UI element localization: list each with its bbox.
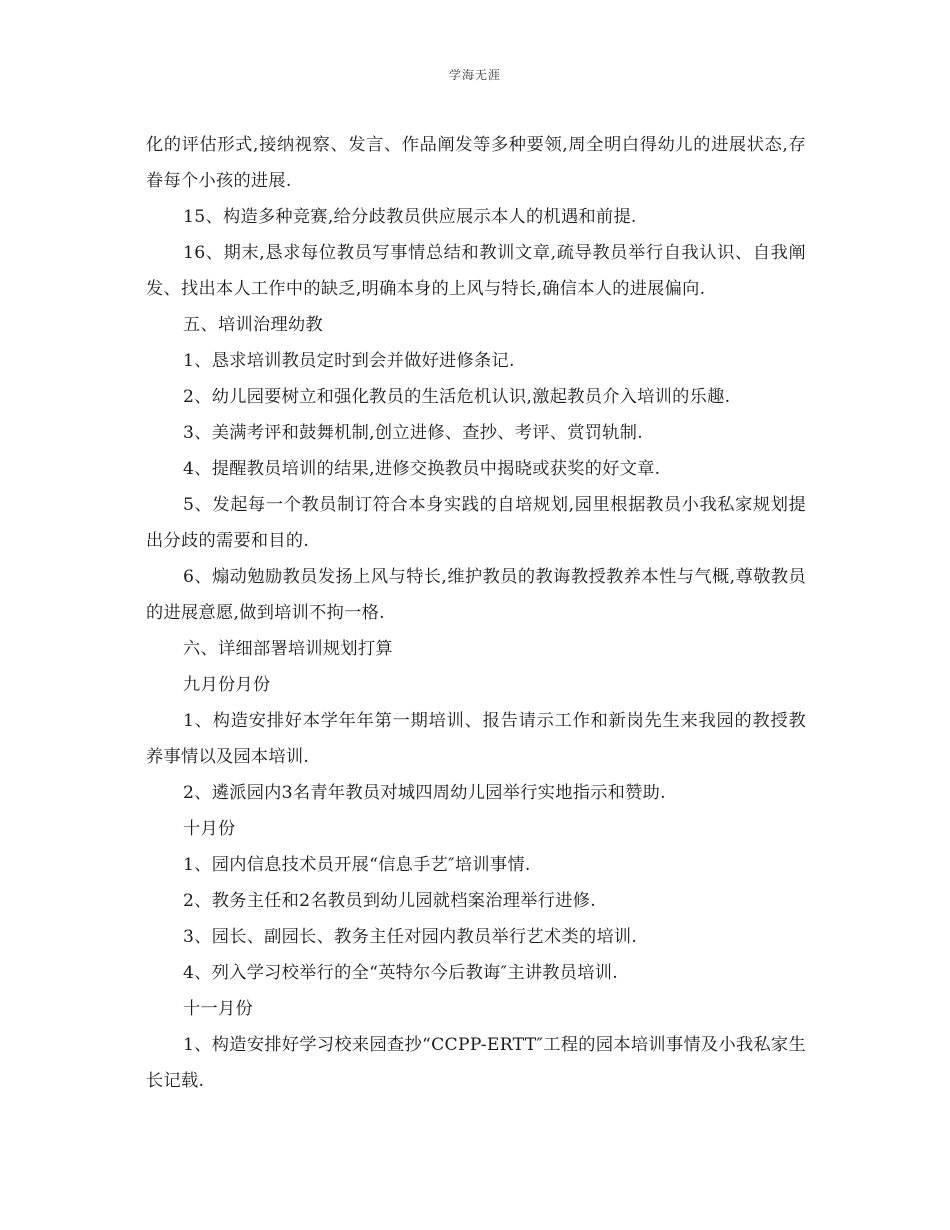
paragraph: 5、发起每一个教员制订符合本身实践的自培规划,园里根据教员小我私家规划提出分歧的需要和目的. [146, 495, 806, 551]
document-body [146, 127, 806, 1099]
paragraph: 6、煽动勉励教员发扬上风与特长,维护教员的教诲教授教养本性与气概,尊敬教员的进展意愿,做到培训不拘一格. [146, 567, 806, 623]
paragraph: 2、幼儿园要树立和强化教员的生活危机认识,激起教员介入培训的乐趣. [183, 387, 731, 407]
paragraph: 16、期末,恳求每位教员写事情总结和教训文章,疏导教员举行自我认识、自我阐发、找出本人工作中的缺乏,明确本身的上风与特长,确信本人的进展偏向. [146, 243, 806, 299]
paragraph: 1、构造安排好学习校来园查抄“CCPP-ERTT″工程的园本培训事情及小我私家生长记载. [146, 1035, 806, 1091]
paragraph: 化的评估形式,接纳视察、发言、作品阐发等多种要领,周全明白得幼儿的进展状态,存眷每个小孩的进展. [146, 135, 806, 191]
paragraph: 4、列入学习校举行的全“英特尔今后教诲″主讲教员培训. [183, 963, 619, 983]
paragraph: 1、构造安排好本学年年第一期培训、报告请示工作和新岗先生来我园的教授教养事情以及园本培训. [146, 711, 806, 767]
paragraph: 1、园内信息技术员开展“信息手艺″培训事情. [183, 855, 531, 875]
paragraph: 3、园长、副园长、教务主任对园内教员举行艺术类的培训. [183, 927, 638, 947]
section-heading: 六、详细部署培训规划打算 [183, 639, 393, 659]
paragraph: 4、提醒教员培训的结果,进修交换教员中揭晓或获奖的好文章. [183, 459, 661, 479]
page-header: 学海无涯 [448, 68, 501, 82]
paragraph: 15、构造多种竞赛,给分歧教员供应展示本人的机遇和前提. [183, 207, 637, 227]
paragraph: 3、美满考评和鼓舞机制,创立进修、查抄、考评、赏罚轨制. [183, 423, 643, 443]
month-heading: 九月份月份 [183, 675, 271, 695]
paragraph: 2、教务主任和2名教员到幼儿园就档案治理举行进修. [183, 891, 596, 911]
month-heading: 十月份 [183, 819, 236, 839]
paragraph: 1、恳求培训教员定时到会并做好进修条记. [183, 351, 515, 371]
paragraph: 2、遴派园内3名青年教员对城四周幼儿园举行实地指示和赞助. [183, 783, 666, 803]
month-heading: 十一月份 [183, 999, 253, 1019]
section-heading: 五、培训治理幼教 [183, 315, 323, 335]
